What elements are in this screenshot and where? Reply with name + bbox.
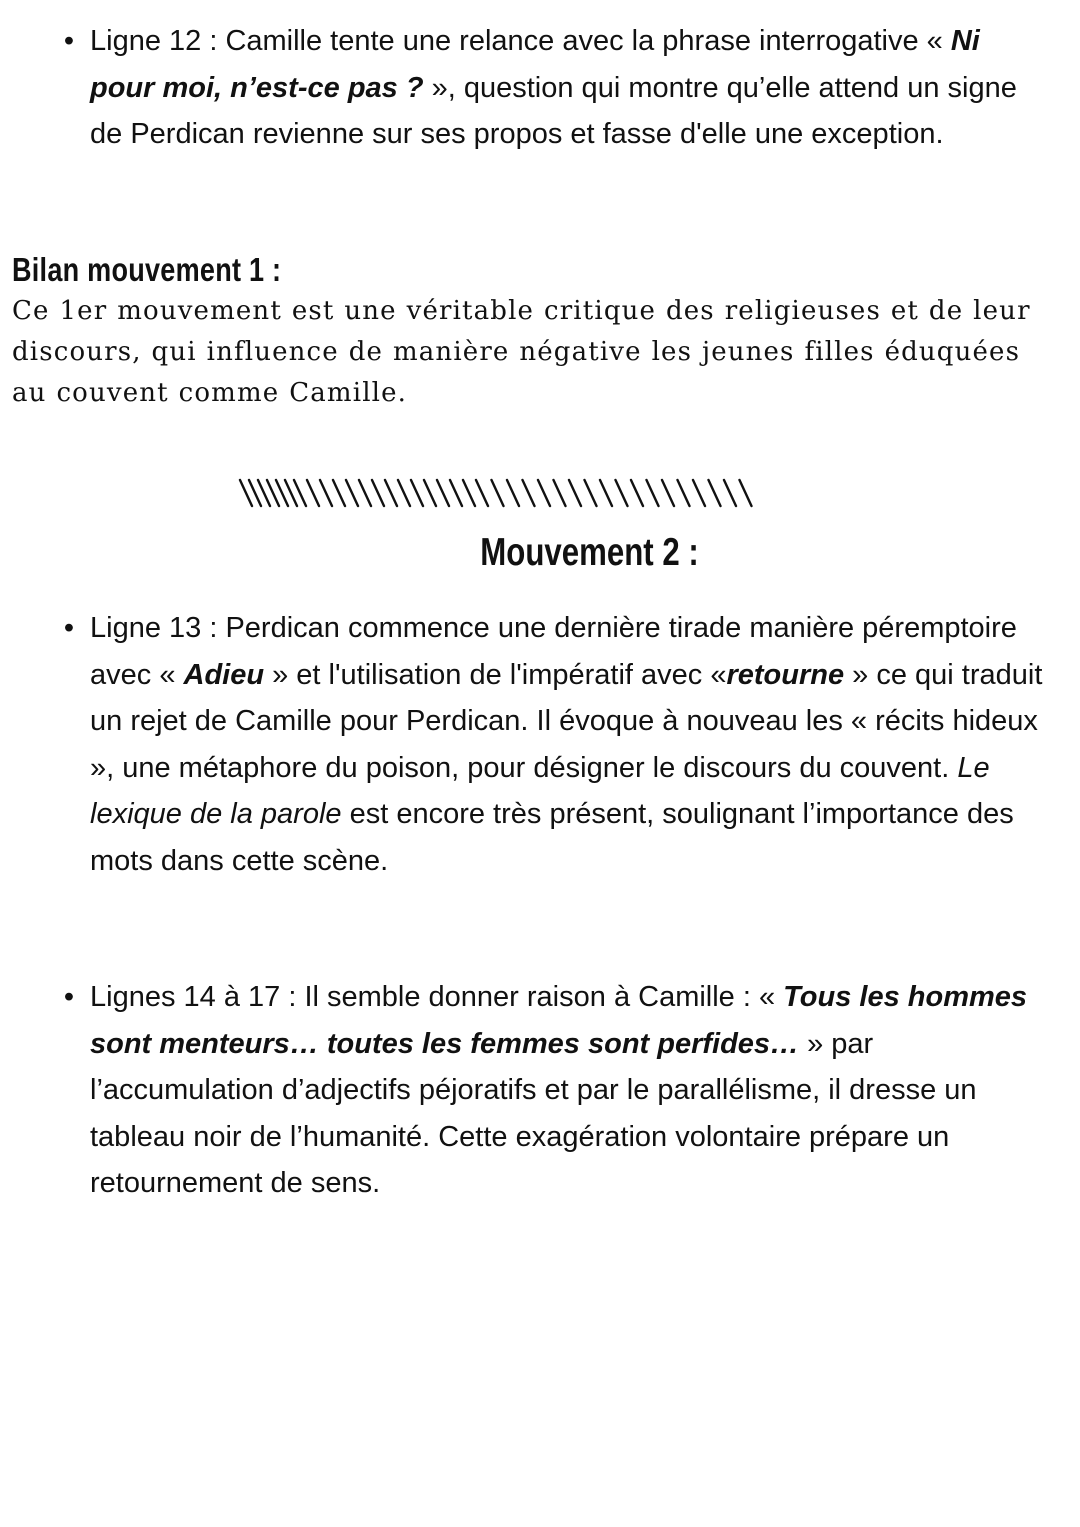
hatch-stroke: [450, 480, 462, 506]
hatch-stroke: [538, 480, 550, 506]
quote-emphasis: Ni pour moi, n’est-ce pas ?: [90, 25, 980, 104]
hatch-stroke: [600, 480, 612, 506]
hatch-stroke: [724, 480, 736, 506]
quote-emphasis: Tous les hommes sont menteurs… toutes les femmes sont perfides…: [90, 981, 1028, 1060]
bullet-text: Ligne 12 : Camille tente une relance avec la phrase interrogative « Ni pour moi, n’est-ce pas ? », question qui montre qu’elle attend un signe de Perdican revienne sur ses propos et fasse d'elle une exception.: [90, 25, 1017, 150]
bullet-dot: •: [63, 25, 75, 57]
italic-term: Le lexique de la parole: [90, 751, 990, 830]
hatch-separator-icon: [236, 476, 796, 512]
hatch-stroke: [359, 480, 371, 506]
hatch-stroke: [507, 480, 519, 506]
hatch-stroke: [320, 480, 332, 506]
hatch-stroke: [476, 480, 488, 506]
hatch-stroke: [492, 480, 504, 506]
hatch-stroke: [740, 480, 752, 506]
bullet-dot: •: [63, 612, 75, 644]
hatch-stroke: [631, 480, 643, 506]
hatch-stroke: [307, 480, 319, 506]
bullet-dot: •: [63, 981, 75, 1013]
hatch-stroke: [346, 480, 358, 506]
hatch-stroke: [523, 480, 535, 506]
hatch-stroke: [411, 480, 423, 506]
bullet-ligne-12: [56, 18, 1046, 158]
hatch-stroke: [616, 480, 628, 506]
quote-emphasis: retourne: [726, 658, 845, 691]
hatch-stroke: [569, 480, 581, 506]
hatch-stroke: [554, 480, 566, 506]
hatch-stroke: [585, 480, 597, 506]
hatch-stroke: [647, 480, 659, 506]
bilan-text: Ce 1er mouvement est une véritable critique des religieuses et de leur discours, qui influence de manière négative les jeunes filles éduquées au couvent comme Camille.: [12, 296, 1031, 408]
quote-emphasis: Adieu: [183, 658, 265, 691]
section-heading-mouvement-2: Mouvement 2 :: [480, 531, 700, 574]
hatch-stroke: [437, 480, 449, 506]
hatch-stroke: [372, 480, 384, 506]
bilan-heading: Bilan mouvement 1 :: [12, 251, 282, 288]
hatch-stroke: [385, 480, 397, 506]
hatch-stroke: [662, 480, 674, 506]
bullet-text: Ligne 13 : Perdican commence une dernière tirade manière péremptoire avec « Adieu » et l'utilisation de l'impératif avec «retourne » ce qui traduit un rejet de Camille pour Perdican. Il évoque à nouveau les « récits hideux », une métaphore du poison, pour désigner le discours du couvent. Le lexique de la parole est encore très présent, soulignant l’importance des mots dans cette scène.: [90, 612, 1043, 877]
hatch-stroke: [424, 480, 436, 506]
hatch-stroke: [463, 480, 475, 506]
hatch-stroke: [709, 480, 721, 506]
bullet-text: Lignes 14 à 17 : Il semble donner raison à Camille : « Tous les hommes sont menteurs… toutes les femmes sont perfides… » par l’accumulation d’adjectifs péjoratifs et par le parallélisme, il dresse un tableau noir de l’humanité. Cette exagération volontaire prépare un retournement de sens.: [90, 981, 1028, 1199]
hatch-stroke: [693, 480, 705, 506]
hatch-stroke: [678, 480, 690, 506]
hatch-stroke: [333, 480, 345, 506]
bullet-lignes-14-17: [56, 974, 1046, 1207]
bullet-ligne-13: [56, 605, 1046, 884]
hatch-stroke: [398, 480, 410, 506]
